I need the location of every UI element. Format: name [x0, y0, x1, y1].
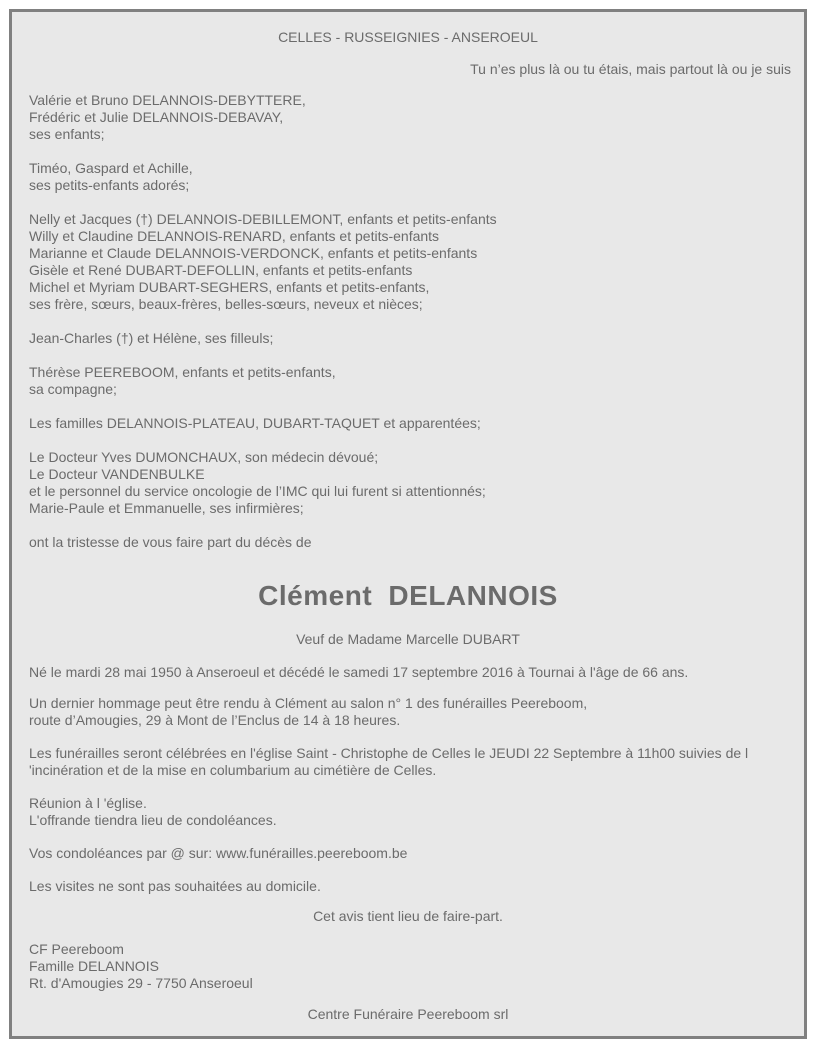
- tribute-block: [29, 695, 793, 729]
- towns-header: CELLES - RUSSEIGNIES - ANSEROEUL: [278, 29, 538, 45]
- text-line: Les visites ne sont pas souhaitées au domicile.: [29, 878, 321, 894]
- text-line: Frédéric et Julie DELANNOIS-DEBAVAY,: [29, 109, 284, 125]
- text-line: ses petits-enfants adorés;: [29, 177, 190, 193]
- reunion-block: [29, 795, 793, 829]
- condolences-text: Vos condoléances par @ sur: www.funérailles.peereboom.be: [29, 845, 408, 861]
- birth-death-line: [29, 664, 793, 681]
- text-line: Réunion à l 'église.: [29, 795, 147, 811]
- text-line: ses frère, sœurs, beaux-frères, belles-sœurs, neveux et nièces;: [29, 296, 423, 312]
- text-line: Marianne et Claude DELANNOIS-VERDONCK, enfants et petits-enfants: [29, 245, 478, 261]
- text-line: Valérie et Bruno DELANNOIS-DEBYTTERE,: [29, 92, 306, 108]
- text-line: Willy et Claudine DELANNOIS-RENARD, enfants et petits-enfants: [29, 228, 440, 244]
- announcement-line: [29, 534, 793, 551]
- company-footer: [12, 1006, 804, 1023]
- text-line: Le Docteur VANDENBULKE: [29, 466, 205, 482]
- children-block: [29, 92, 793, 143]
- text-line: Un dernier hommage peut être rendu à Clément au salon n° 1 des funérailles Peereboom,: [29, 695, 588, 711]
- text-line: 'incinération et de la mise en columbarium au cimétière de Celles.: [29, 762, 437, 778]
- text-line: Les funérailles seront célébrées en l'église Saint - Christophe de Celles le JEUDI 22 Septembre à 11h00 suivies de l: [29, 745, 749, 761]
- text-line: et le personnel du service oncologie de l’IMC qui lui furent si attentionnés;: [29, 483, 486, 499]
- text-line: Cet avis tient lieu de faire-part.: [313, 908, 503, 924]
- siblings-block: [29, 211, 793, 313]
- text-line: ses enfants;: [29, 126, 105, 142]
- godchildren-block: [29, 330, 793, 347]
- text-line: CF Peereboom: [29, 941, 124, 957]
- text-line: Marie-Paule et Emmanuelle, ses infirmières;: [29, 500, 304, 516]
- text-line: route d’Amougies, 29 à Mont de l’Enclus de 14 à 18 heures.: [29, 712, 401, 728]
- funeral-block: [29, 745, 793, 779]
- text-line: Michel et Myriam DUBART-SEGHERS, enfants et petits-enfants,: [29, 279, 430, 295]
- text-line: Timéo, Gaspard et Achille,: [29, 160, 193, 176]
- text-line: Né le mardi 28 mai 1950 à Anseroeul et décédé le samedi 17 septembre 2016 à Tournai à l'âge de 66 ans.: [29, 664, 689, 680]
- visits-line: [29, 878, 793, 895]
- text-line: Jean-Charles (†) et Hélène, ses filleuls;: [29, 330, 274, 346]
- obituary-frame: [9, 9, 807, 1039]
- signature-block: [29, 941, 793, 992]
- company-name: Centre Funéraire Peereboom srl: [307, 1006, 509, 1022]
- deceased-name: Clément DELANNOIS: [258, 580, 558, 611]
- text-line: Nelly et Jacques (†) DELANNOIS-DEBILLEMONT, enfants et petits-enfants: [29, 211, 497, 227]
- companion-block: [29, 364, 793, 398]
- condolences-line: [29, 845, 793, 862]
- text-line: Famille DELANNOIS: [29, 958, 159, 974]
- notice-line: [12, 908, 804, 925]
- epigraph-quote: Tu n’es plus là ou tu étais, mais partout là ou je suis: [470, 61, 791, 77]
- text-line: Thérèse PEEREBOOM, enfants et petits-enfants,: [29, 364, 336, 380]
- text-line: Gisèle et René DUBART-DEFOLLIN, enfants et petits-enfants: [29, 262, 413, 278]
- text-line: Les familles DELANNOIS-PLATEAU, DUBART-TAQUET et apparentées;: [29, 415, 481, 431]
- widow-of: Veuf de Madame Marcelle DUBART: [296, 631, 520, 647]
- text-line: L'offrande tiendra lieu de condoléances.: [29, 812, 277, 828]
- families-block: [29, 415, 793, 432]
- text-line: Le Docteur Yves DUMONCHAUX, son médecin dévoué;: [29, 449, 379, 465]
- grandchildren-block: [29, 160, 793, 194]
- text-line: sa compagne;: [29, 381, 117, 397]
- text-line: ont la tristesse de vous faire part du décès de: [29, 534, 312, 550]
- medical-block: [29, 449, 793, 517]
- text-line: Rt. d'Amougies 29 - 7750 Anseroeul: [29, 975, 253, 991]
